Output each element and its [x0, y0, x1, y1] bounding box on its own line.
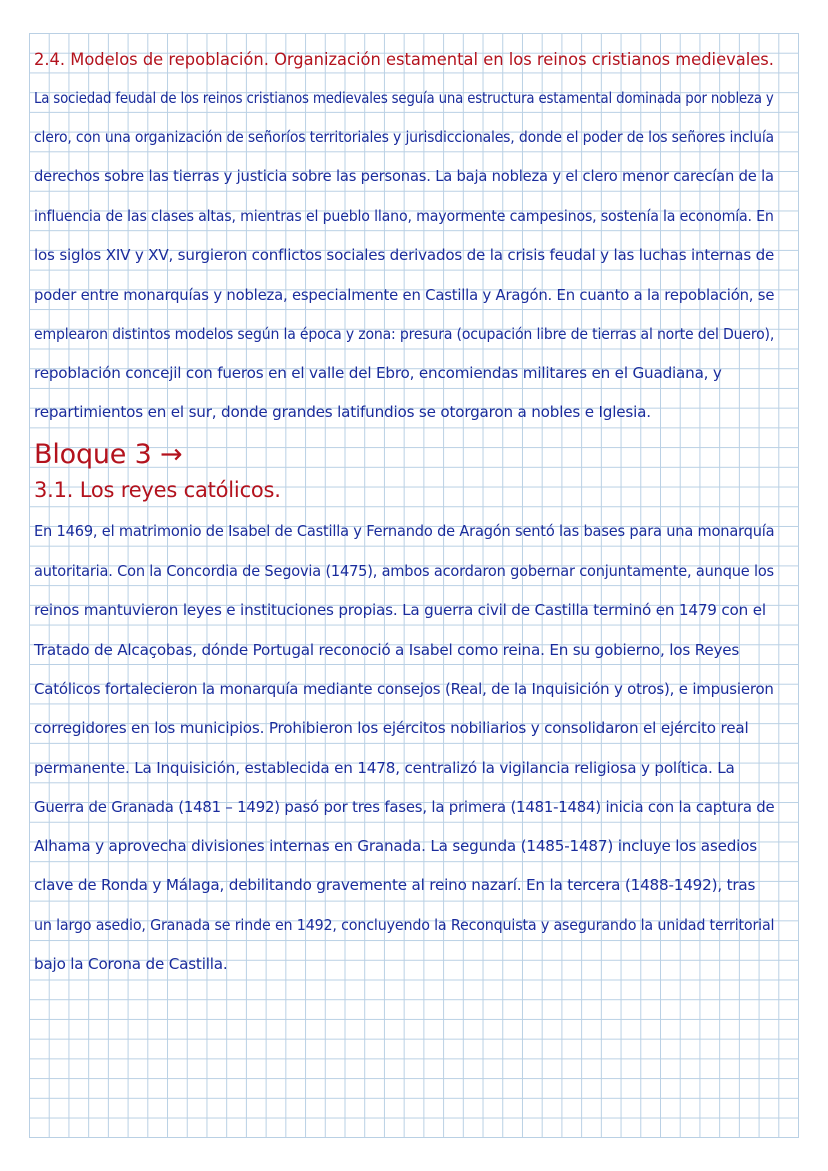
paragraph-line: repoblación concejil con fueros en el valle del Ebro, encomiendas militares en el Guadiana, y — [34, 364, 722, 382]
block-heading: Bloque 3 → — [34, 439, 183, 470]
paragraph-line: Católicos fortalecieron la monarquía mediante consejos (Real, de la Inquisición y otros), e impusieron — [34, 680, 774, 698]
paragraph-line: emplearon distintos modelos según la época y zona: presura (ocupación libre de tierras al norte del Duero), — [34, 325, 775, 343]
paragraph-line: clero, con una organización de señoríos territoriales y jurisdiccionales, donde el poder de los señores incluía — [34, 128, 774, 146]
paragraph-line: permanente. La Inquisición, establecida en 1478, centralizó la vigilancia religiosa y política. La — [34, 759, 735, 777]
section-title-3-1: 3.1. Los reyes católicos. — [34, 478, 281, 502]
paragraph-line: Guerra de Granada (1481 – 1492) pasó por tres fases, la primera (1481-1484) inicia con la captura de — [34, 798, 775, 816]
paragraph-line: corregidores en los municipios. Prohibieron los ejércitos nobiliarios y consolidaron el ejército real — [34, 719, 749, 737]
paragraph-line: repartimientos en el sur, donde grandes latifundios se otorgaron a nobles e Iglesia. — [34, 403, 651, 421]
paragraph-line: La sociedad feudal de los reinos cristianos medievales seguía una estructura estamental dominada por nobleza y — [34, 89, 774, 107]
paragraph-line: poder entre monarquías y nobleza, especialmente en Castilla y Aragón. En cuanto a la repoblación, se — [34, 286, 775, 304]
paragraph-line: Alhama y aprovecha divisiones internas en Granada. La segunda (1485-1487) incluye los asedios — [34, 837, 757, 855]
paragraph-line: autoritaria. Con la Concordia de Segovia (1475), ambos acordaron gobernar conjuntamente, aunque los — [34, 562, 774, 580]
paragraph-line: clave de Ronda y Málaga, debilitando gravemente al reino nazarí. En la tercera (1488-1492), tras — [34, 876, 756, 894]
paragraph-line: reinos mantuvieron leyes e instituciones propias. La guerra civil de Castilla terminó en 1479 con el — [34, 601, 766, 619]
paragraph-line: derechos sobre las tierras y justicia sobre las personas. La baja nobleza y el clero menor carecían de la — [34, 167, 774, 185]
paragraph-line: influencia de las clases altas, mientras el pueblo llano, mayormente campesinos, sostenía la economía. En — [34, 207, 774, 225]
section-title-2-4: 2.4. Modelos de repoblación. Organización estamental en los reinos cristianos medievales. — [34, 50, 774, 70]
paragraph-line: En 1469, el matrimonio de Isabel de Castilla y Fernando de Aragón sentó las bases para una monarquía — [34, 522, 775, 540]
paragraph-line: un largo asedio, Granada se rinde en 1492, concluyendo la Reconquista y asegurando la unidad territorial — [34, 916, 775, 934]
paragraph-line: bajo la Corona de Castilla. — [34, 955, 228, 973]
paragraph-line: Tratado de Alcaçobas, dónde Portugal reconoció a Isabel como reina. En su gobierno, los Reyes — [34, 641, 740, 659]
paragraph-line: los siglos XIV y XV, surgieron conflictos sociales derivados de la crisis feudal y las luchas internas de — [34, 246, 775, 264]
